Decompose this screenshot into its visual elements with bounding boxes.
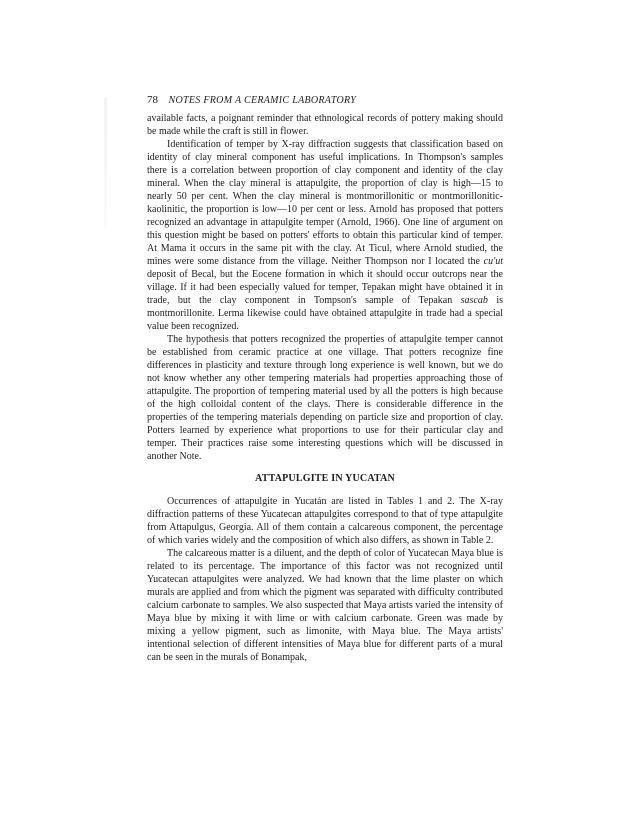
paragraph-2-text-c: is montmorillonite. Lerma likewise could have obtained attapulgite in trade had a special value been recognized. <box>147 295 504 332</box>
paragraph-4 <box>147 495 503 547</box>
body-text <box>147 112 503 664</box>
paragraph-5 <box>147 547 503 664</box>
paragraph-2-text-a: Identification of temper by X-ray diffraction suggests that classification based on identity of clay mineral component has useful implications. In Thompson's samples there is a correlation between proportion of clay component and identity of the clay mineral. When the clay mineral is attapulgite, the proportion of clay is high—15 to nearly 50 per cent. When the clay mineral is montmorillonitic or montmorillonitic-kaolinitic, the proportion is low—10 per cent or less. Arnold has proposed that potters recognized an advantage in attapulgite temper (Arnold, 1966). One line of argument on this question might be based on potters' efforts to obtain this particular kind of temper. At Mama it occurs in the same pit with the clay. At Ticul, where Arnold studied, the mines were some distance from the village. Neither Thompson nor I located the <box>147 139 503 267</box>
paragraph-4-text: Occurrences of attapulgite in Yucatán are listed in Tables 1 and 2. The X-ray diffraction patterns of these Yucatecan attapulgites correspond to that of type attapulgite from Attapulgus, Georgia. All of them contain a calcareous component, the percentage of which varies widely and the composition of which also differs, as shown in Table 2. <box>147 496 503 546</box>
paragraph-2-text-b: deposit of Becal, but the Eocene formation in which it should occur outcrops near the village. If it had been especially valued for temper, Tepakan might have obtained it in trade, but the clay component in Tompson's sample of Tepakan <box>147 269 503 306</box>
running-title: NOTES FROM A CERAMIC LABORATORY <box>168 95 357 106</box>
scan-margin-shadow <box>104 98 107 228</box>
running-header <box>147 94 547 107</box>
paragraph-2 <box>147 138 503 333</box>
paragraph-1 <box>147 112 503 138</box>
paragraph-1-text: available facts, a poignant reminder that ethnological records of pottery making should be made while the craft is still in flower. <box>147 113 503 137</box>
paragraph-3-text: The hypothesis that potters recognized the properties of attapulgite temper cannot be established from ceramic practice at one village. That potters recognize fine differences in plasticity and texture through long experience is well known, but we do not know whether any other tempering materials had properties approaching those of attapulgite. The proportion of tempering material used by all the potters is high because of the high colloidal content of the clays. There is considerable difference in the properties of the tempering materials depending on particle size and proportion of clay. Potters learned by experience what proportions to use for their particular clay and temper. Their practices raise some interesting questions which will be discussed in another Note. <box>147 334 503 462</box>
term-cuut: cu'ut <box>483 256 503 267</box>
section-heading: ATTAPULGITE IN YUCATAN <box>255 473 395 484</box>
paragraph-3 <box>147 333 503 463</box>
term-sascab: sascab <box>460 295 488 306</box>
page-number: 78 <box>147 94 158 106</box>
paragraph-5-text: The calcareous matter is a diluent, and the depth of color of Yucatecan Maya blue is related to its percentage. The importance of this factor was not recognized until Yucatecan attapulgites were analyzed. We had known that the lime plaster on which murals are applied and from which the pigment was separated with difficulty contributed calcium carbonate to samples. We also suspected that Maya artists varied the intensity of Maya blue by mixing it with lime or with calcium carbonate. Green was made by mixing a yellow pigment, such as limonite, with Maya blue. The Maya artists' intentional selection of different intensities of Maya blue for different parts of a mural can be seen in the murals of Bonampak, <box>147 548 503 663</box>
